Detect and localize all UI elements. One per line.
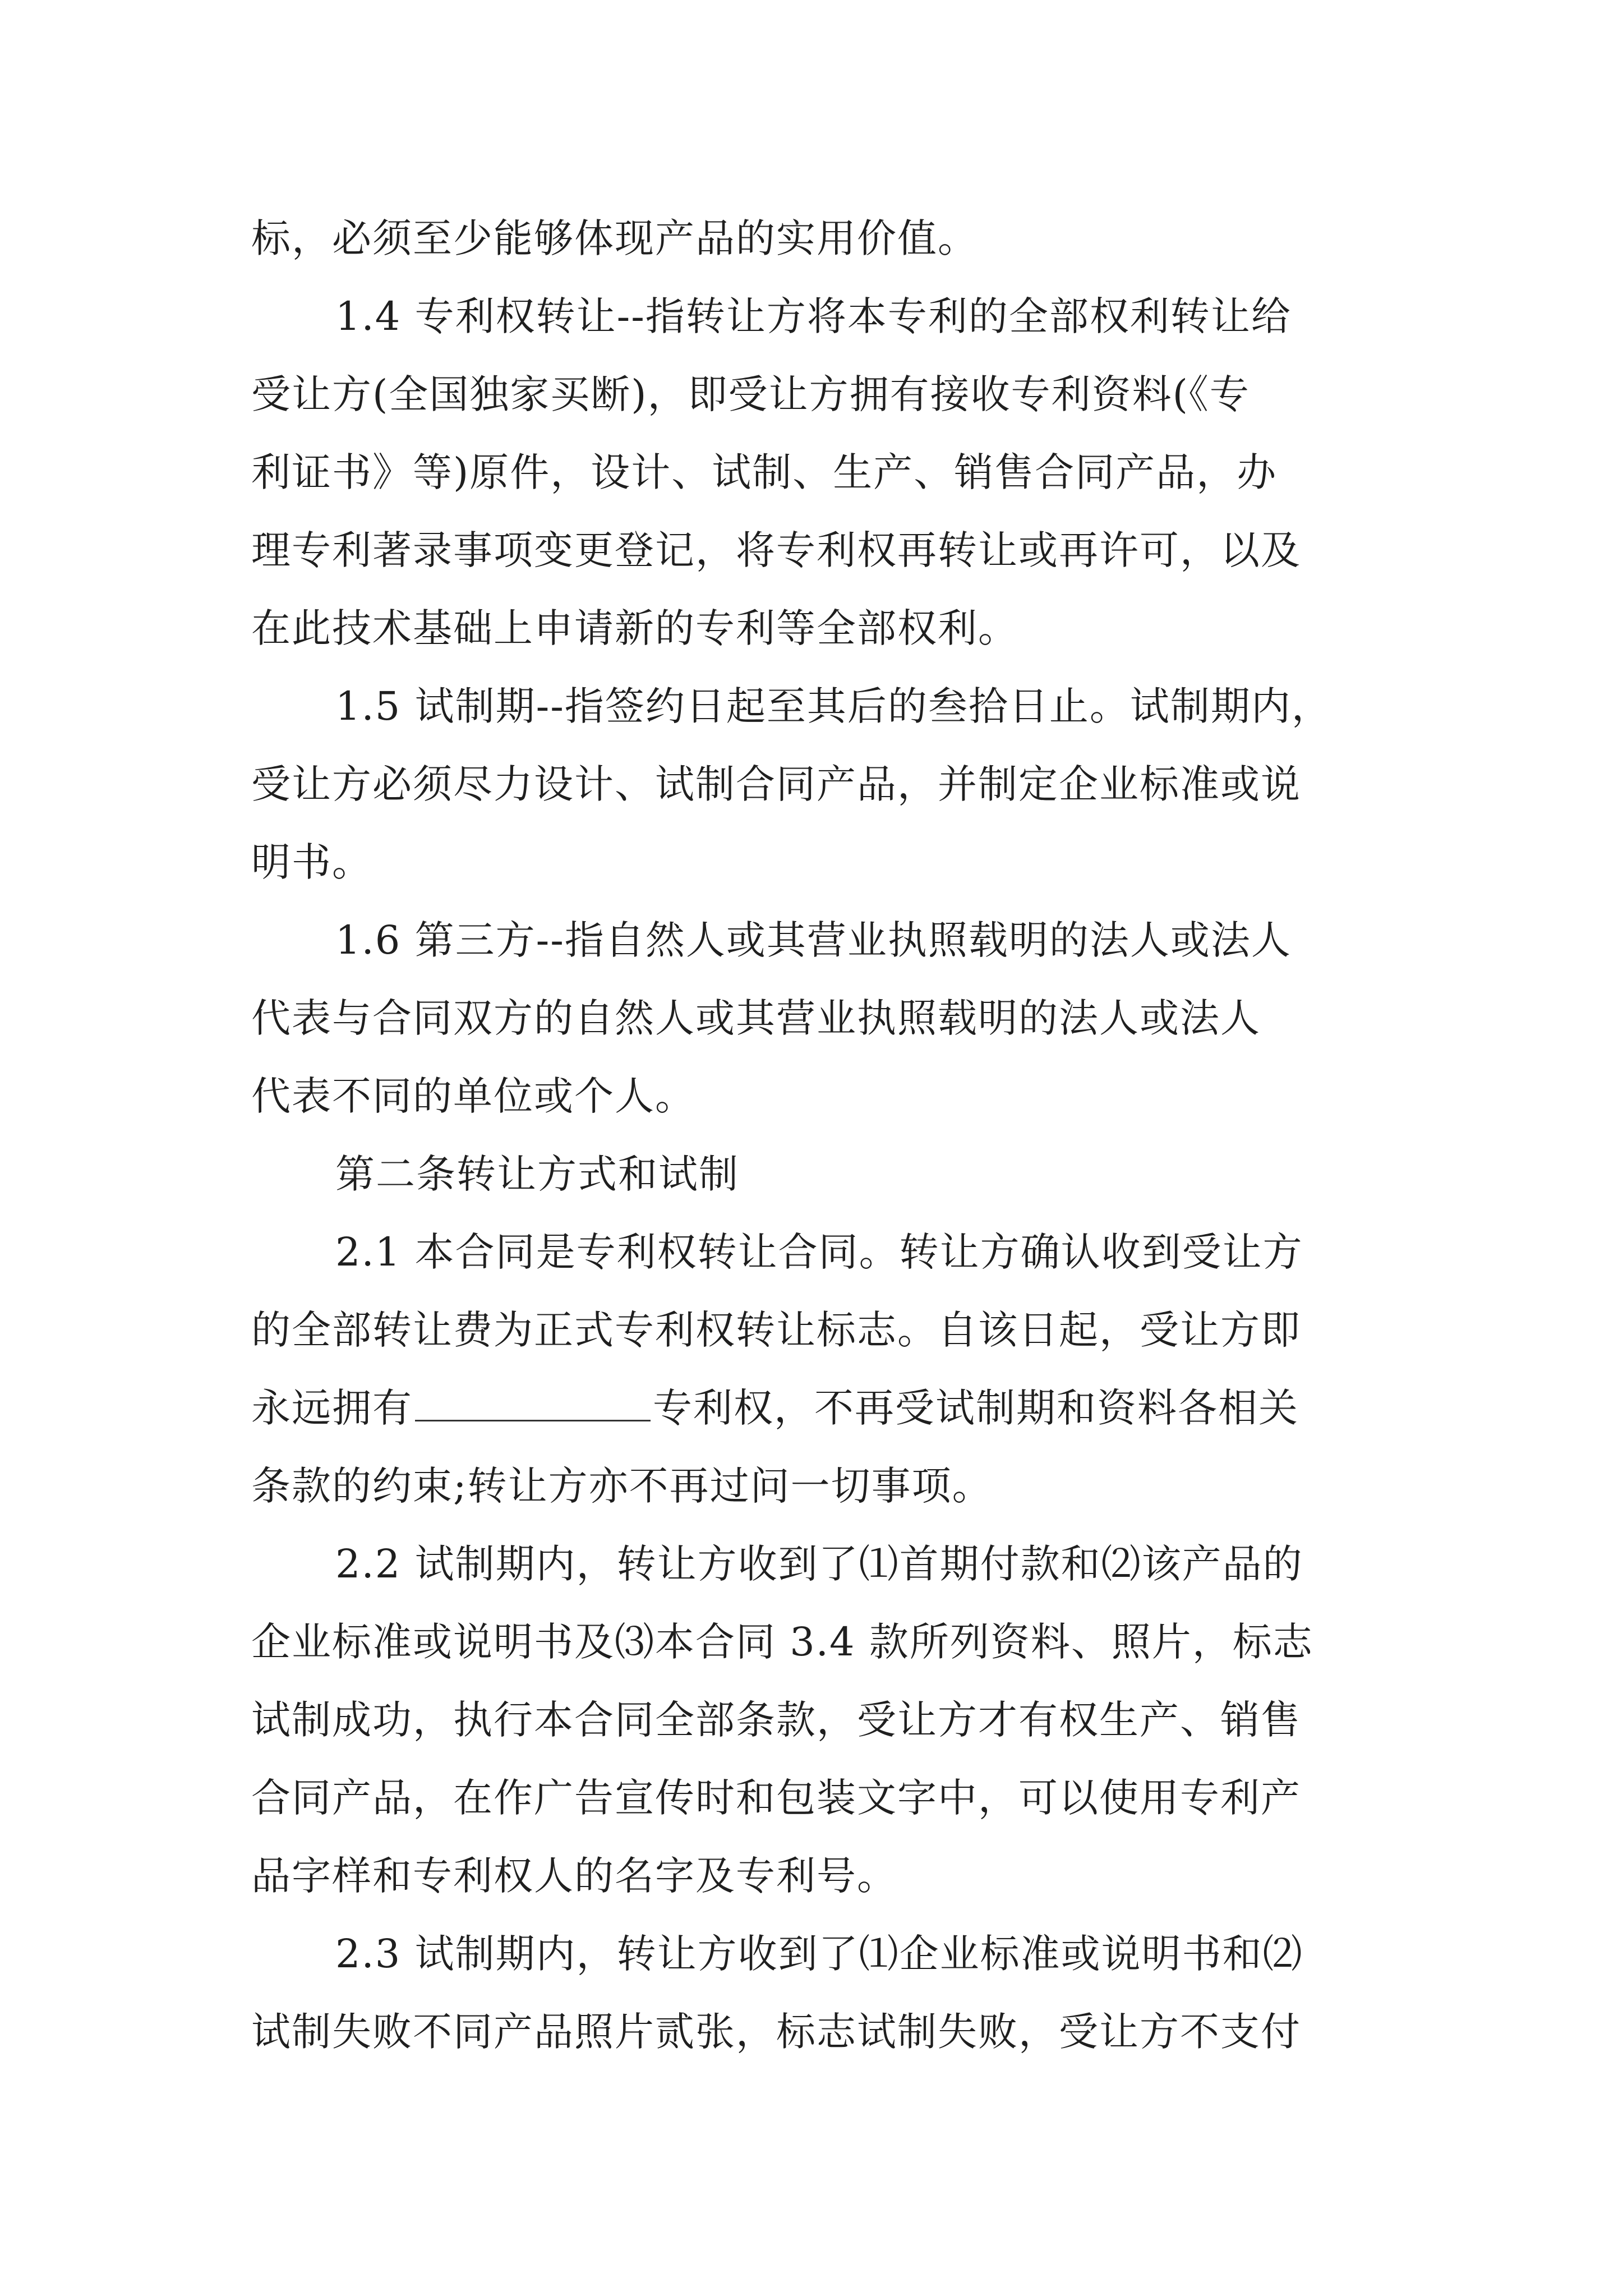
text-line: 利证书》等)原件，设计、试制、生产、销售合同产品，办 [251,449,1278,495]
text-line: 企业标准或说明书及⑶本合同 3.4 款所列资料、照片，标志 [251,1619,1313,1665]
text-line: 理专利著录事项变更登记，将专利权再转让或再许可，以及 [251,527,1301,573]
text-fragment: 永远拥有 [251,1385,413,1431]
text-fragment: 专利权，不再受试制期和资料各相关 [653,1385,1299,1431]
contract-text-body [251,200,1390,2071]
text-line: 在此技术基础上申请新的专利等全部权利。 [251,605,1018,651]
text-line: 1.4 专利权转让--指转让方将本专利的全部权利转让给 [335,293,1292,339]
text-line: 受让方(全国独家买断)，即受让方拥有接收专利资料(《专 [251,371,1250,417]
text-line: 试制成功，执行本合同全部条款，受让方才有权生产、销售 [251,1697,1301,1743]
text-line: 品字样和专利权人的名字及专利号。 [251,1853,897,1899]
text-line: 条款的约束;转让方亦不再过问一切事项。 [251,1463,993,1509]
text-line: 明书。 [251,839,372,885]
text-line: 受让方必须尽力设计、试制合同产品，并制定企业标准或说 [251,761,1301,807]
text-line: 2.1 本合同是专利权转让合同。转让方确认收到受让方 [335,1229,1303,1275]
text-line: 2.3 试制期内，转让方收到了⑴企业标准或说明书和⑵ [335,1931,1303,1977]
fill-in-blank [415,1386,651,1421]
text-line: 2.2 试制期内，转让方收到了⑴首期付款和⑵该产品的 [335,1541,1303,1587]
text-line: 试制失败不同产品照片贰张，标志试制失败，受让方不支付 [251,2009,1301,2055]
text-line: 的全部转让费为正式专利权转让标志。自该日起，受让方即 [251,1307,1301,1353]
text-line: 标，必须至少能够体现产品的实用价值。 [251,215,978,261]
text-line: 合同产品，在作广告宣传时和包装文字中，可以使用专利产 [251,1775,1301,1821]
text-line: 1.5 试制期--指签约日起至其后的叁拾日止。试制期内， [335,683,1332,729]
text-line-with-blank [251,1369,1390,1447]
text-line: 1.6 第三方--指自然人或其营业执照载明的法人或法人 [335,917,1292,963]
section-heading: 第二条转让方式和试制 [335,1151,739,1197]
text-line: 代表与合同双方的自然人或其营业执照载明的法人或法人 [251,995,1261,1041]
text-line: 代表不同的单位或个人。 [251,1073,695,1119]
